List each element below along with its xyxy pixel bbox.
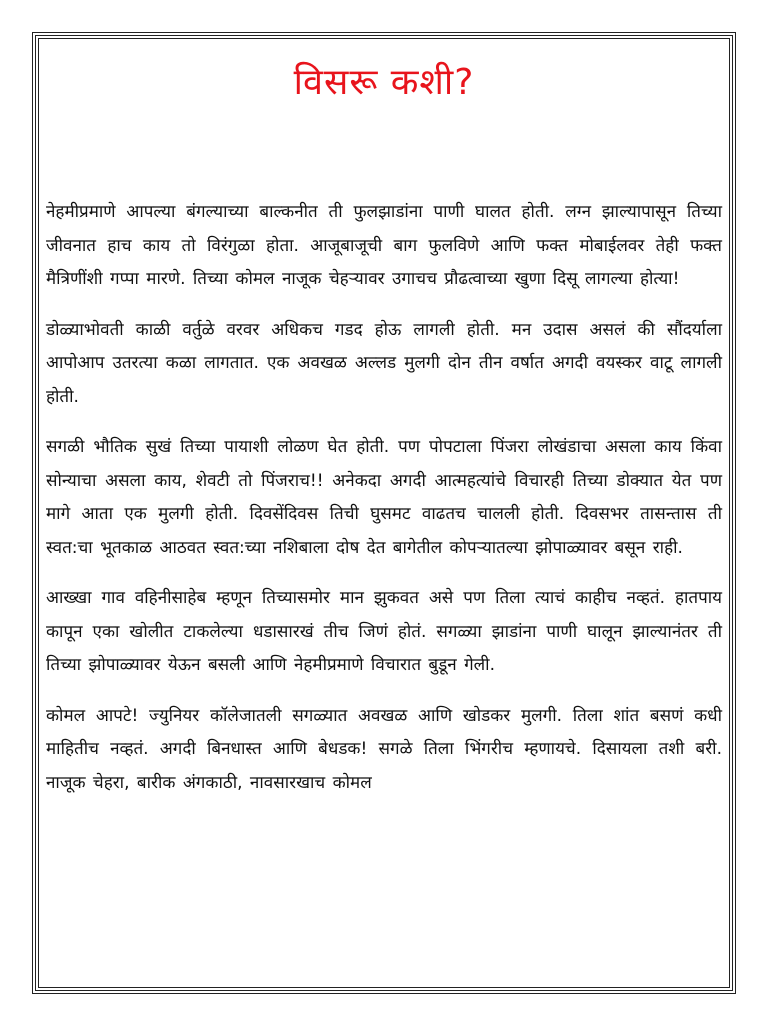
story-body: [46, 196, 722, 800]
paragraph-3: सगळी भौतिक सुखं तिच्या पायाशी लोळण घेत होती. पण पोपटाला पिंजरा लोखंडाचा असला काय किंवा सोन्याचा असला काय, शेवटी तो पिंजराच!! अनेकदा अगदी आत्महत्यांचे विचारही तिच्या डोक्यात येत पण मागे आता एक मुलगी होती. दिवसेंदिवस तिची घुसमट वाढतच चालली होती. दिवसभर तासन्तास ती स्वत:चा भूतकाळ आठवत स्वत:च्या नशिबाला दोष देत बागेतील कोपऱ्यातल्या झोपाळ्यावर बसून राही.: [46, 437, 722, 558]
paragraph-5: कोमल आपटे! ज्युनियर कॉलेजातली सगळ्यात अवखळ आणि खोडकर मुलगी. तिला शांत बसणं कधी माहितीच नव्हतं. अगदी बिनधास्त आणि बेधडक! सगळे तिला भिंगरीच म्हणायचे. दिसायला तशी बरी. नाजूक चेहरा, बारीक अंगकाठी, नावसारखाच कोमल: [46, 705, 722, 793]
document-content: [46, 44, 722, 817]
paragraph-1: नेहमीप्रमाणे आपल्या बंगल्याच्या बाल्कनीत ती फुलझाडांना पाणी घालत होती. लग्न झाल्यापासून तिच्या जीवनात हाच काय तो विरंगुळा होता. आजूबाजूची बाग फुलविणे आणि फक्त मोबाईलवर तेही फक्त मैत्रिणींशी गप्पा मारणे. तिच्या कोमल नाजूक चेहऱ्यावर उगाचच प्रौढत्वाच्या खुणा दिसू लागल्या होत्या!: [46, 202, 722, 289]
story-title: विसरू कशी?: [293, 62, 475, 103]
paragraph-2: डोळ्याभोवती काळी वर्तुळे वरवर अधिकच गडद होऊ लागली होती. मन उदास असलं की सौंदर्याला आपोआप उतरत्या कळा लागतात. एक अवखळ अल्लड मुलगी दोन तीन वर्षात अगदी वयस्कर वाटू लागली होती.: [46, 319, 722, 407]
paragraph-4: आख्खा गाव वहिनीसाहेब म्हणून तिच्यासमोर मान झुकवत असे पण तिला त्याचं काहीच नव्हतं. हातपाय कापून एका खोलीत टाकलेल्या धडासारखं तीच जिणं होतं. सगळ्या झाडांना पाणी घालून झाल्यानंतर ती तिच्या झोपाळ्यावर येऊन बसली आणि नेहमीप्रमाणे विचारात बुडून गेली.: [46, 588, 722, 675]
